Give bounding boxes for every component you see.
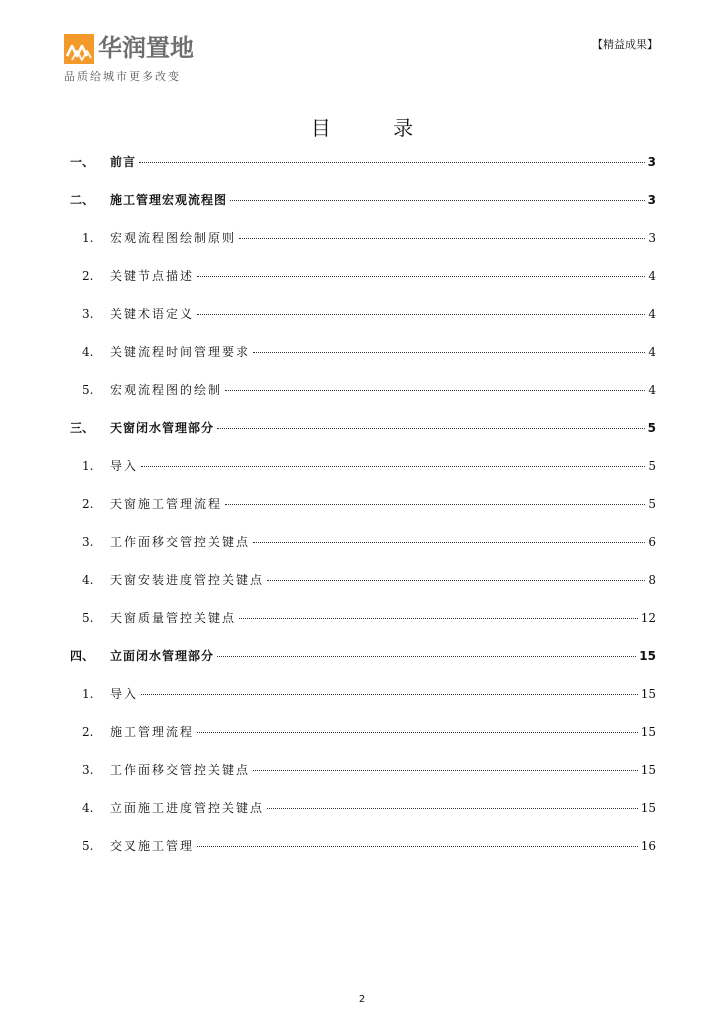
toc-entry[interactable] — [70, 152, 656, 172]
toc-entry-number: 一、 — [70, 155, 95, 169]
toc-entry-number: 2. — [82, 497, 94, 511]
toc-leader-dots — [239, 618, 638, 619]
toc-entry-label: 立面闭水管理部分 — [110, 649, 215, 663]
toc-entry-number: 3. — [82, 763, 94, 777]
toc-leader-dots — [197, 846, 638, 847]
toc-entry-number: 3. — [82, 307, 94, 321]
toc-leader-dots — [225, 504, 645, 505]
toc-entry-label: 前言 — [110, 155, 137, 169]
toc-entry[interactable] — [70, 190, 656, 210]
toc-leader-dots — [267, 580, 645, 581]
toc-entry-page: 6 — [648, 535, 656, 549]
toc-entry[interactable] — [70, 570, 656, 590]
toc-leader-dots — [139, 162, 645, 163]
toc-entry-number: 1. — [82, 459, 94, 473]
toc-leader-dots — [253, 352, 645, 353]
toc-entry-page: 15 — [640, 763, 656, 777]
toc-entry-page: 15 — [640, 801, 656, 815]
toc-entry-page: 15 — [639, 649, 656, 663]
toc-entry-page: 16 — [640, 839, 656, 853]
toc-entry-number: 1. — [82, 231, 94, 245]
toc-entry[interactable] — [70, 760, 656, 780]
toc-entry-label: 导入 — [110, 687, 139, 701]
toc-entry[interactable] — [70, 266, 656, 286]
toc-title: 目 录 — [310, 116, 442, 140]
toc-entry-page: 4 — [648, 269, 656, 283]
toc-leader-dots — [253, 770, 638, 771]
toc-entry-label: 工作面移交管控关键点 — [110, 763, 251, 777]
toc-entry-number: 5. — [82, 839, 94, 853]
toc-entry[interactable] — [70, 722, 656, 742]
toc-entry[interactable] — [70, 456, 656, 476]
toc-entry-label: 天窗施工管理流程 — [110, 497, 223, 511]
brand-slogan: 品质给城市更多改变 — [64, 70, 181, 83]
toc-entry[interactable] — [70, 342, 656, 362]
toc-entry-label: 关键节点描述 — [110, 269, 195, 283]
toc-entry-label: 宏观流程图的绘制 — [110, 383, 223, 397]
header-tag: 【精益成果】 — [592, 38, 658, 51]
page-number: 2 — [358, 994, 366, 1005]
toc-leader-dots — [197, 314, 645, 315]
toc-entry-page: 4 — [648, 345, 656, 359]
toc-entry[interactable] — [70, 494, 656, 514]
toc-entry[interactable] — [70, 418, 656, 438]
toc-entry-page: 4 — [648, 383, 656, 397]
toc-entry-number: 4. — [82, 801, 94, 815]
toc-entry-number: 4. — [82, 573, 94, 587]
toc-entry-number: 4. — [82, 345, 94, 359]
toc-leader-dots — [239, 238, 645, 239]
toc-entry-page: 4 — [648, 307, 656, 321]
toc-entry-number: 三、 — [70, 421, 95, 435]
toc-entry[interactable] — [70, 228, 656, 248]
toc-leader-dots — [197, 732, 638, 733]
toc-entry-page: 3 — [647, 155, 656, 169]
toc-entry-number: 2. — [82, 725, 94, 739]
toc-entry-label: 关键术语定义 — [110, 307, 195, 321]
toc-entry-page: 3 — [648, 231, 656, 245]
toc-entry-number: 1. — [82, 687, 94, 701]
toc-entry-number: 2. — [82, 269, 94, 283]
toc-entry-page: 5 — [648, 497, 656, 511]
toc-entry-page: 12 — [640, 611, 656, 625]
toc-leader-dots — [230, 200, 645, 201]
toc-leader-dots — [217, 428, 645, 429]
toc-entry-page: 8 — [648, 573, 656, 587]
toc-entry-label: 天窗安装进度管控关键点 — [110, 573, 265, 587]
toc-entry[interactable] — [70, 684, 656, 704]
toc-entry-page: 5 — [647, 421, 656, 435]
toc-entry[interactable] — [70, 304, 656, 324]
toc-entry-label: 立面施工进度管控关键点 — [110, 801, 265, 815]
toc-entry[interactable] — [70, 836, 656, 856]
toc-entry[interactable] — [70, 532, 656, 552]
toc-entry-number: 5. — [82, 611, 94, 625]
huarun-logo-icon — [64, 34, 94, 64]
toc-entry-label: 关键流程时间管理要求 — [110, 345, 251, 359]
toc-entry-label: 导入 — [110, 459, 139, 473]
toc-entry-number: 二、 — [70, 193, 95, 207]
toc-entry[interactable] — [70, 646, 656, 666]
toc-entry-label: 施工管理流程 — [110, 725, 195, 739]
toc-entry-label: 交叉施工管理 — [110, 839, 195, 853]
toc-leader-dots — [267, 808, 638, 809]
toc-entry-number: 5. — [82, 383, 94, 397]
toc-entry-label: 工作面移交管控关键点 — [110, 535, 251, 549]
toc-leader-dots — [197, 276, 645, 277]
toc-leader-dots — [141, 694, 638, 695]
toc-entry-page: 15 — [640, 687, 656, 701]
toc-entry[interactable] — [70, 608, 656, 628]
brand-name: 华润置地 — [98, 34, 194, 62]
toc-entry[interactable] — [70, 380, 656, 400]
toc-entry-label: 施工管理宏观流程图 — [110, 193, 228, 207]
toc-entry-page: 3 — [647, 193, 656, 207]
toc-entry-number: 四、 — [70, 649, 95, 663]
toc-entry-label: 宏观流程图绘制原则 — [110, 231, 237, 245]
toc-entry-number: 3. — [82, 535, 94, 549]
toc-leader-dots — [253, 542, 645, 543]
toc-entry-label: 天窗质量管控关键点 — [110, 611, 237, 625]
toc-leader-dots — [217, 656, 636, 657]
toc-entry-label: 天窗闭水管理部分 — [110, 421, 215, 435]
toc-entry-page: 15 — [640, 725, 656, 739]
toc-entry[interactable] — [70, 798, 656, 818]
toc-leader-dots — [225, 390, 645, 391]
toc-entry-page: 5 — [648, 459, 656, 473]
toc-leader-dots — [141, 466, 645, 467]
